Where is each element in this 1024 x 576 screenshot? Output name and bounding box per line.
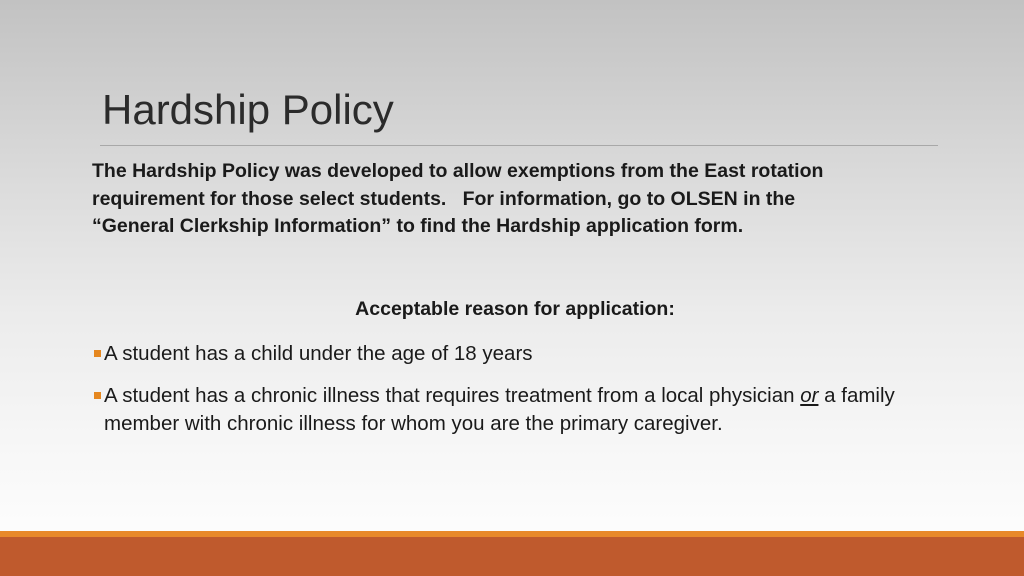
intro-paragraph xyxy=(92,158,952,241)
square-bullet-icon xyxy=(94,350,101,357)
bullet-text: A student has a child under the age of 18 years xyxy=(104,342,533,365)
intro-line-2: requirement for those select students. For information, go to OLSEN in the xyxy=(92,187,796,210)
bullet-text-end: a family member with chronic illness for whom you are the primary caregiver. xyxy=(104,384,895,435)
bullet-emphasis: or xyxy=(800,384,819,407)
square-bullet-icon xyxy=(94,392,101,399)
list-item xyxy=(92,382,952,438)
bullet-text-start: A student has a chronic illness that requires treatment from a local physician xyxy=(104,384,801,407)
footer-band xyxy=(0,537,1024,576)
list-item xyxy=(92,340,952,368)
intro-line-3: “General Clerkship Information” to find the Hardship application form. xyxy=(92,215,744,237)
slide-title: Hardship Policy xyxy=(102,86,394,133)
section-subheading: Acceptable reason for application: xyxy=(355,298,675,320)
title-divider xyxy=(100,145,938,146)
intro-line-1: The Hardship Policy was developed to allow exemptions from the East rotation xyxy=(92,160,824,182)
reasons-list xyxy=(92,340,952,452)
